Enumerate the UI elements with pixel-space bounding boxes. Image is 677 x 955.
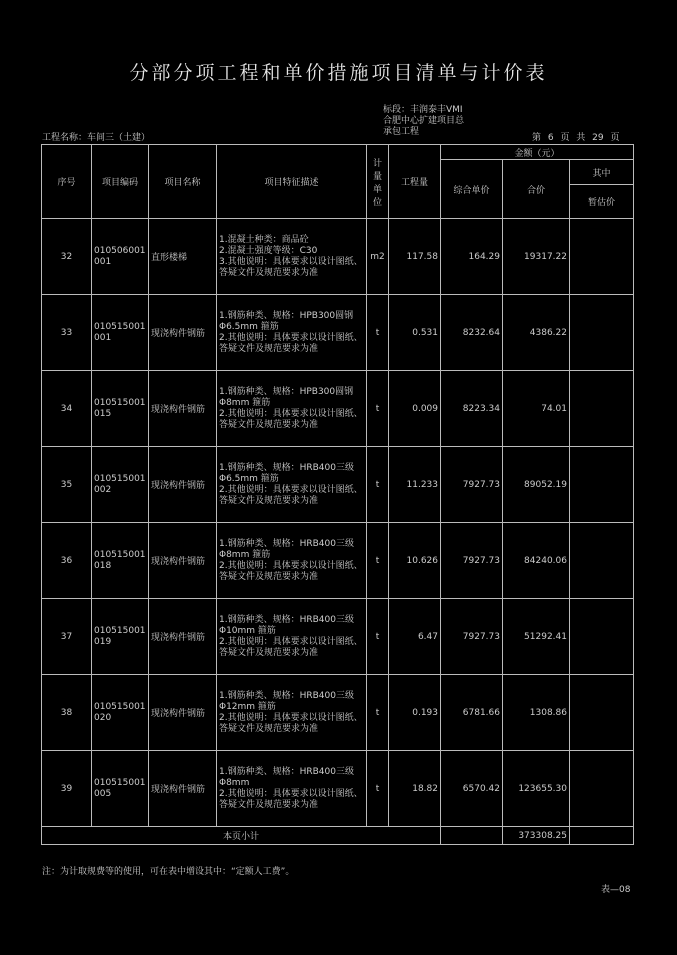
table-note: 注：为计取规费等的使用，可在表中增设其中：“定额人工费”。 xyxy=(42,867,295,877)
header-name: 项目名称 xyxy=(149,145,217,219)
row-feature: 1.钢筋种类、规格：HRB400三级Φ8mm 箍筋 2.其他说明：具体要求以设计图纸、答疑文件及规范要求为准 xyxy=(217,523,367,599)
table-row xyxy=(42,751,634,827)
row-code: 010506001001 xyxy=(92,219,149,295)
row-unit-price: 8232.64 xyxy=(441,295,503,371)
page-number: 第 6 页 共 29 页 xyxy=(532,133,620,143)
row-total: 74.01 xyxy=(503,371,570,447)
row-provisional xyxy=(570,371,634,447)
row-code: 010515001001 xyxy=(92,295,149,371)
row-seq: 32 xyxy=(42,219,92,295)
row-name: 现浇构件钢筋 xyxy=(149,751,217,827)
row-total: 123655.30 xyxy=(503,751,570,827)
row-feature: 1.钢筋种类、规格：HPB300圆钢Φ8mm 箍筋 2.其他说明：具体要求以设计图纸、答疑文件及规范要求为准 xyxy=(217,371,367,447)
form-number: 表—08 xyxy=(601,885,631,895)
row-unit-price: 6570.42 xyxy=(441,751,503,827)
row-feature: 1.钢筋种类、规格：HPB300圆钢Φ6.5mm 箍筋 2.其他说明：具体要求以设计图纸、答疑文件及规范要求为准 xyxy=(217,295,367,371)
row-seq: 36 xyxy=(42,523,92,599)
row-total: 4386.22 xyxy=(503,295,570,371)
row-seq: 34 xyxy=(42,371,92,447)
row-unit-price: 164.29 xyxy=(441,219,503,295)
row-unit: t xyxy=(367,751,389,827)
table-row xyxy=(42,675,634,751)
header-seq: 序号 xyxy=(42,145,92,219)
row-qty: 10.626 xyxy=(389,523,441,599)
row-feature: 1.混凝土种类：商品砼 2.混凝土强度等级：C30 3.其他说明：具体要求以设计图纸、答疑文件及规范要求为准 xyxy=(217,219,367,295)
row-seq: 35 xyxy=(42,447,92,523)
row-unit: t xyxy=(367,523,389,599)
header-provisional: 暂估价 xyxy=(570,185,634,219)
row-feature: 1.钢筋种类、规格：HRB400三级Φ8mm 2.其他说明：具体要求以设计图纸、答疑文件及规范要求为准 xyxy=(217,751,367,827)
page-title: 分部分项工程和单价措施项目清单与计价表 xyxy=(129,62,548,84)
row-provisional xyxy=(570,675,634,751)
header-of-which: 其中 xyxy=(570,160,634,185)
row-seq: 39 xyxy=(42,751,92,827)
row-feature: 1.钢筋种类、规格：HRB400三级Φ12mm 箍筋 2.其他说明：具体要求以设计图纸、答疑文件及规范要求为准 xyxy=(217,675,367,751)
row-total: 1308.86 xyxy=(503,675,570,751)
row-unit-price: 7927.73 xyxy=(441,599,503,675)
table-row xyxy=(42,295,634,371)
header-unit-price: 综合单价 xyxy=(441,160,503,219)
row-code: 010515001018 xyxy=(92,523,149,599)
bill-table xyxy=(41,144,634,845)
subtotal-value: 373308.25 xyxy=(503,827,570,845)
header-unit: 计量单位 xyxy=(367,145,389,219)
project-name: 工程名称：车间三（土建） xyxy=(42,133,151,143)
row-name: 现浇构件钢筋 xyxy=(149,447,217,523)
header-feature: 项目特征描述 xyxy=(217,145,367,219)
row-unit: t xyxy=(367,295,389,371)
header-amount: 金额（元） xyxy=(441,145,634,160)
header-total: 合价 xyxy=(503,160,570,219)
row-provisional xyxy=(570,295,634,371)
subtotal-label: 本页小计 xyxy=(42,827,441,845)
row-provisional xyxy=(570,599,634,675)
row-seq: 38 xyxy=(42,675,92,751)
row-qty: 0.009 xyxy=(389,371,441,447)
row-name: 现浇构件钢筋 xyxy=(149,523,217,599)
row-provisional xyxy=(570,751,634,827)
row-total: 51292.41 xyxy=(503,599,570,675)
row-code: 010515001015 xyxy=(92,371,149,447)
row-unit-price: 7927.73 xyxy=(441,523,503,599)
row-provisional xyxy=(570,447,634,523)
row-code: 010515001020 xyxy=(92,675,149,751)
bid-section-info xyxy=(383,105,464,138)
row-qty: 0.531 xyxy=(389,295,441,371)
row-seq: 33 xyxy=(42,295,92,371)
row-unit: t xyxy=(367,599,389,675)
row-provisional xyxy=(570,523,634,599)
row-total: 84240.06 xyxy=(503,523,570,599)
row-provisional xyxy=(570,219,634,295)
row-total: 19317.22 xyxy=(503,219,570,295)
row-unit-price: 6781.66 xyxy=(441,675,503,751)
bid-line-3: 承包工程 xyxy=(383,127,420,137)
row-feature: 1.钢筋种类、规格：HRB400三级Φ10mm 箍筋 2.其他说明：具体要求以设计图纸、答疑文件及规范要求为准 xyxy=(217,599,367,675)
row-unit-price: 7927.73 xyxy=(441,447,503,523)
row-qty: 18.82 xyxy=(389,751,441,827)
row-qty: 11.233 xyxy=(389,447,441,523)
table-row xyxy=(42,599,634,675)
row-seq: 37 xyxy=(42,599,92,675)
row-name: 现浇构件钢筋 xyxy=(149,599,217,675)
row-name: 现浇构件钢筋 xyxy=(149,675,217,751)
row-name: 现浇构件钢筋 xyxy=(149,371,217,447)
header-code: 项目编码 xyxy=(92,145,149,219)
subtotal-provisional xyxy=(570,827,634,845)
header-qty: 工程量 xyxy=(389,145,441,219)
row-code: 010515001002 xyxy=(92,447,149,523)
row-name: 直形楼梯 xyxy=(149,219,217,295)
row-name: 现浇构件钢筋 xyxy=(149,295,217,371)
row-unit: m2 xyxy=(367,219,389,295)
subtotal-empty xyxy=(441,827,503,845)
row-qty: 6.47 xyxy=(389,599,441,675)
table-row xyxy=(42,447,634,523)
table-row xyxy=(42,219,634,295)
row-unit: t xyxy=(367,371,389,447)
row-unit-price: 8223.34 xyxy=(441,371,503,447)
table-row xyxy=(42,371,634,447)
row-unit: t xyxy=(367,447,389,523)
subtotal-row xyxy=(42,827,634,845)
row-qty: 117.58 xyxy=(389,219,441,295)
row-unit: t xyxy=(367,675,389,751)
row-total: 89052.19 xyxy=(503,447,570,523)
bid-line-1: 标段：丰润泰丰VMI xyxy=(383,105,463,115)
row-code: 010515001005 xyxy=(92,751,149,827)
row-code: 010515001019 xyxy=(92,599,149,675)
row-qty: 0.193 xyxy=(389,675,441,751)
row-feature: 1.钢筋种类、规格：HRB400三级Φ6.5mm 箍筋 2.其他说明：具体要求以设计图纸、答疑文件及规范要求为准 xyxy=(217,447,367,523)
bid-line-2: 合肥中心扩建项目总 xyxy=(383,116,465,126)
table-row xyxy=(42,523,634,599)
